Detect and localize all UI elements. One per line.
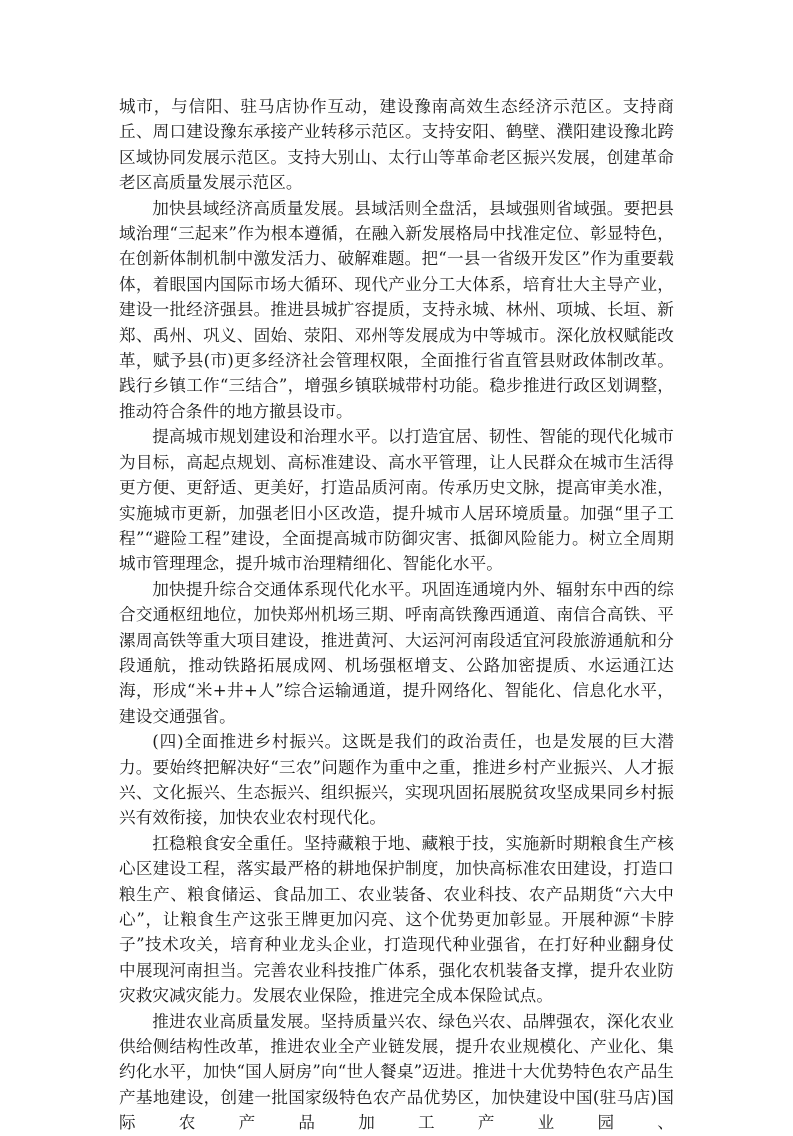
paragraph-county-economy: 加快县域经济高质量发展。县域活则全盘活，县域强则省域强。要把县域治理“三起来”作为根本遵循，在融入新发展格局中找准定位、彰显特色，在创新体制机制中激发活力、破解难题。把“一县一省级开发区”作为重要载体，着眼国内国际市场大循环、现代产业分工大体系，培育壮大主导产业，建设一批经济强县。推进县城扩容提质，支持永城、林州、项城、长垣、新郑、禹州、巩义、固始、荥阳、邓州等发展成为中等城市。深化放权赋能改革，赋予县(市)更多经济社会管理权限，全面推行省直管县财政体制改革。践行乡镇工作“三结合”，增强乡镇联城带村功能。稳步推进行政区划调整，推动符合条件的地方撤县设市。 bbox=[119, 198, 674, 421]
paragraph-grain-security: 扛稳粮食安全重任。坚持藏粮于地、藏粮于技，实施新时期粮食生产核心区建设工程，落实最严格的耕地保护制度，加快高标准农田建设，打造口粮生产、粮食储运、食品加工、农业装备、农业科技、农产品期货“六大中心”，让粮食生产这张王牌更加闪亮、这个优势更加彰显。开展种源“卡脖子”技术攻关，培育种业龙头企业，打造现代种业强省，在打好种业翻身仗中展现河南担当。完善农业科技推广体系，强化农机装备支撑，提升农业防灾救灾减灾能力。发展农业保险，推进完全成本保险试点。 bbox=[119, 833, 674, 1006]
paragraph-rural-revitalization: (四)全面推进乡村振兴。这既是我们的政治责任，也是发展的巨大潜力。要始终把解决好“三农”问题作为重中之重，推进乡村产业振兴、人才振兴、文化振兴、生态振兴、组织振兴，实现巩固拓展脱贫攻坚成果同乡村振兴有效衔接，加快农业农村现代化。 bbox=[119, 732, 674, 828]
paragraph-agriculture-quality: 推进农业高质量发展。坚持质量兴农、绿色兴农、品牌强农，深化农业供给侧结构性改革，推进农业全产业链发展，提升农业规模化、产业化、集约化水平，加快“国人厨房”向“世人餐桌”迈进。推进十大优势特色农产品生产基地建设，创建一批国家级特色农产品优势区，加快建设中国(驻马店)国际农产品加工产业园、 bbox=[119, 1011, 674, 1133]
paragraph-transport-system: 加快提升综合交通体系现代化水平。巩固连通境内外、辐射东中西的综合交通枢纽地位，加快郑州机场三期、呼南高铁豫西通道、南信合高铁、平漯周高铁等重大项目建设，推进黄河、大运河河南段适宜河段旅游通航和分段通航，推动铁路拓展成网、机场强枢增支、公路加密提质、水运通江达海，形成“米+井+人”综合运输通道，提升网络化、智能化、信息化水平，建设交通强省。 bbox=[119, 579, 674, 726]
paragraph-continued: 城市，与信阳、驻马店协作互动，建设豫南高效生态经济示范区。支持商丘、周口建设豫东承接产业转移示范区。支持安阳、鹤壁、濮阳建设豫北跨区域协同发展示范区。支持大别山、太行山等革命老区振兴发展，创建革命老区高质量发展示范区。 bbox=[119, 97, 674, 193]
document-body bbox=[119, 94, 674, 1136]
paragraph-urban-planning: 提高城市规划建设和治理水平。以打造宜居、韧性、智能的现代化城市为目标，高起点规划、高标准建设、高水平管理，让人民群众在城市生活得更方便、更舒适、更美好，打造品质河南。传承历史文脉，提高审美水准，实施城市更新，加强老旧小区改造，提升城市人居环境质量。加强“里子工程”“避险工程”建设，全面提高城市防御灾害、抵御风险能力。树立全周期城市管理理念，提升城市治理精细化、智能化水平。 bbox=[119, 427, 674, 574]
